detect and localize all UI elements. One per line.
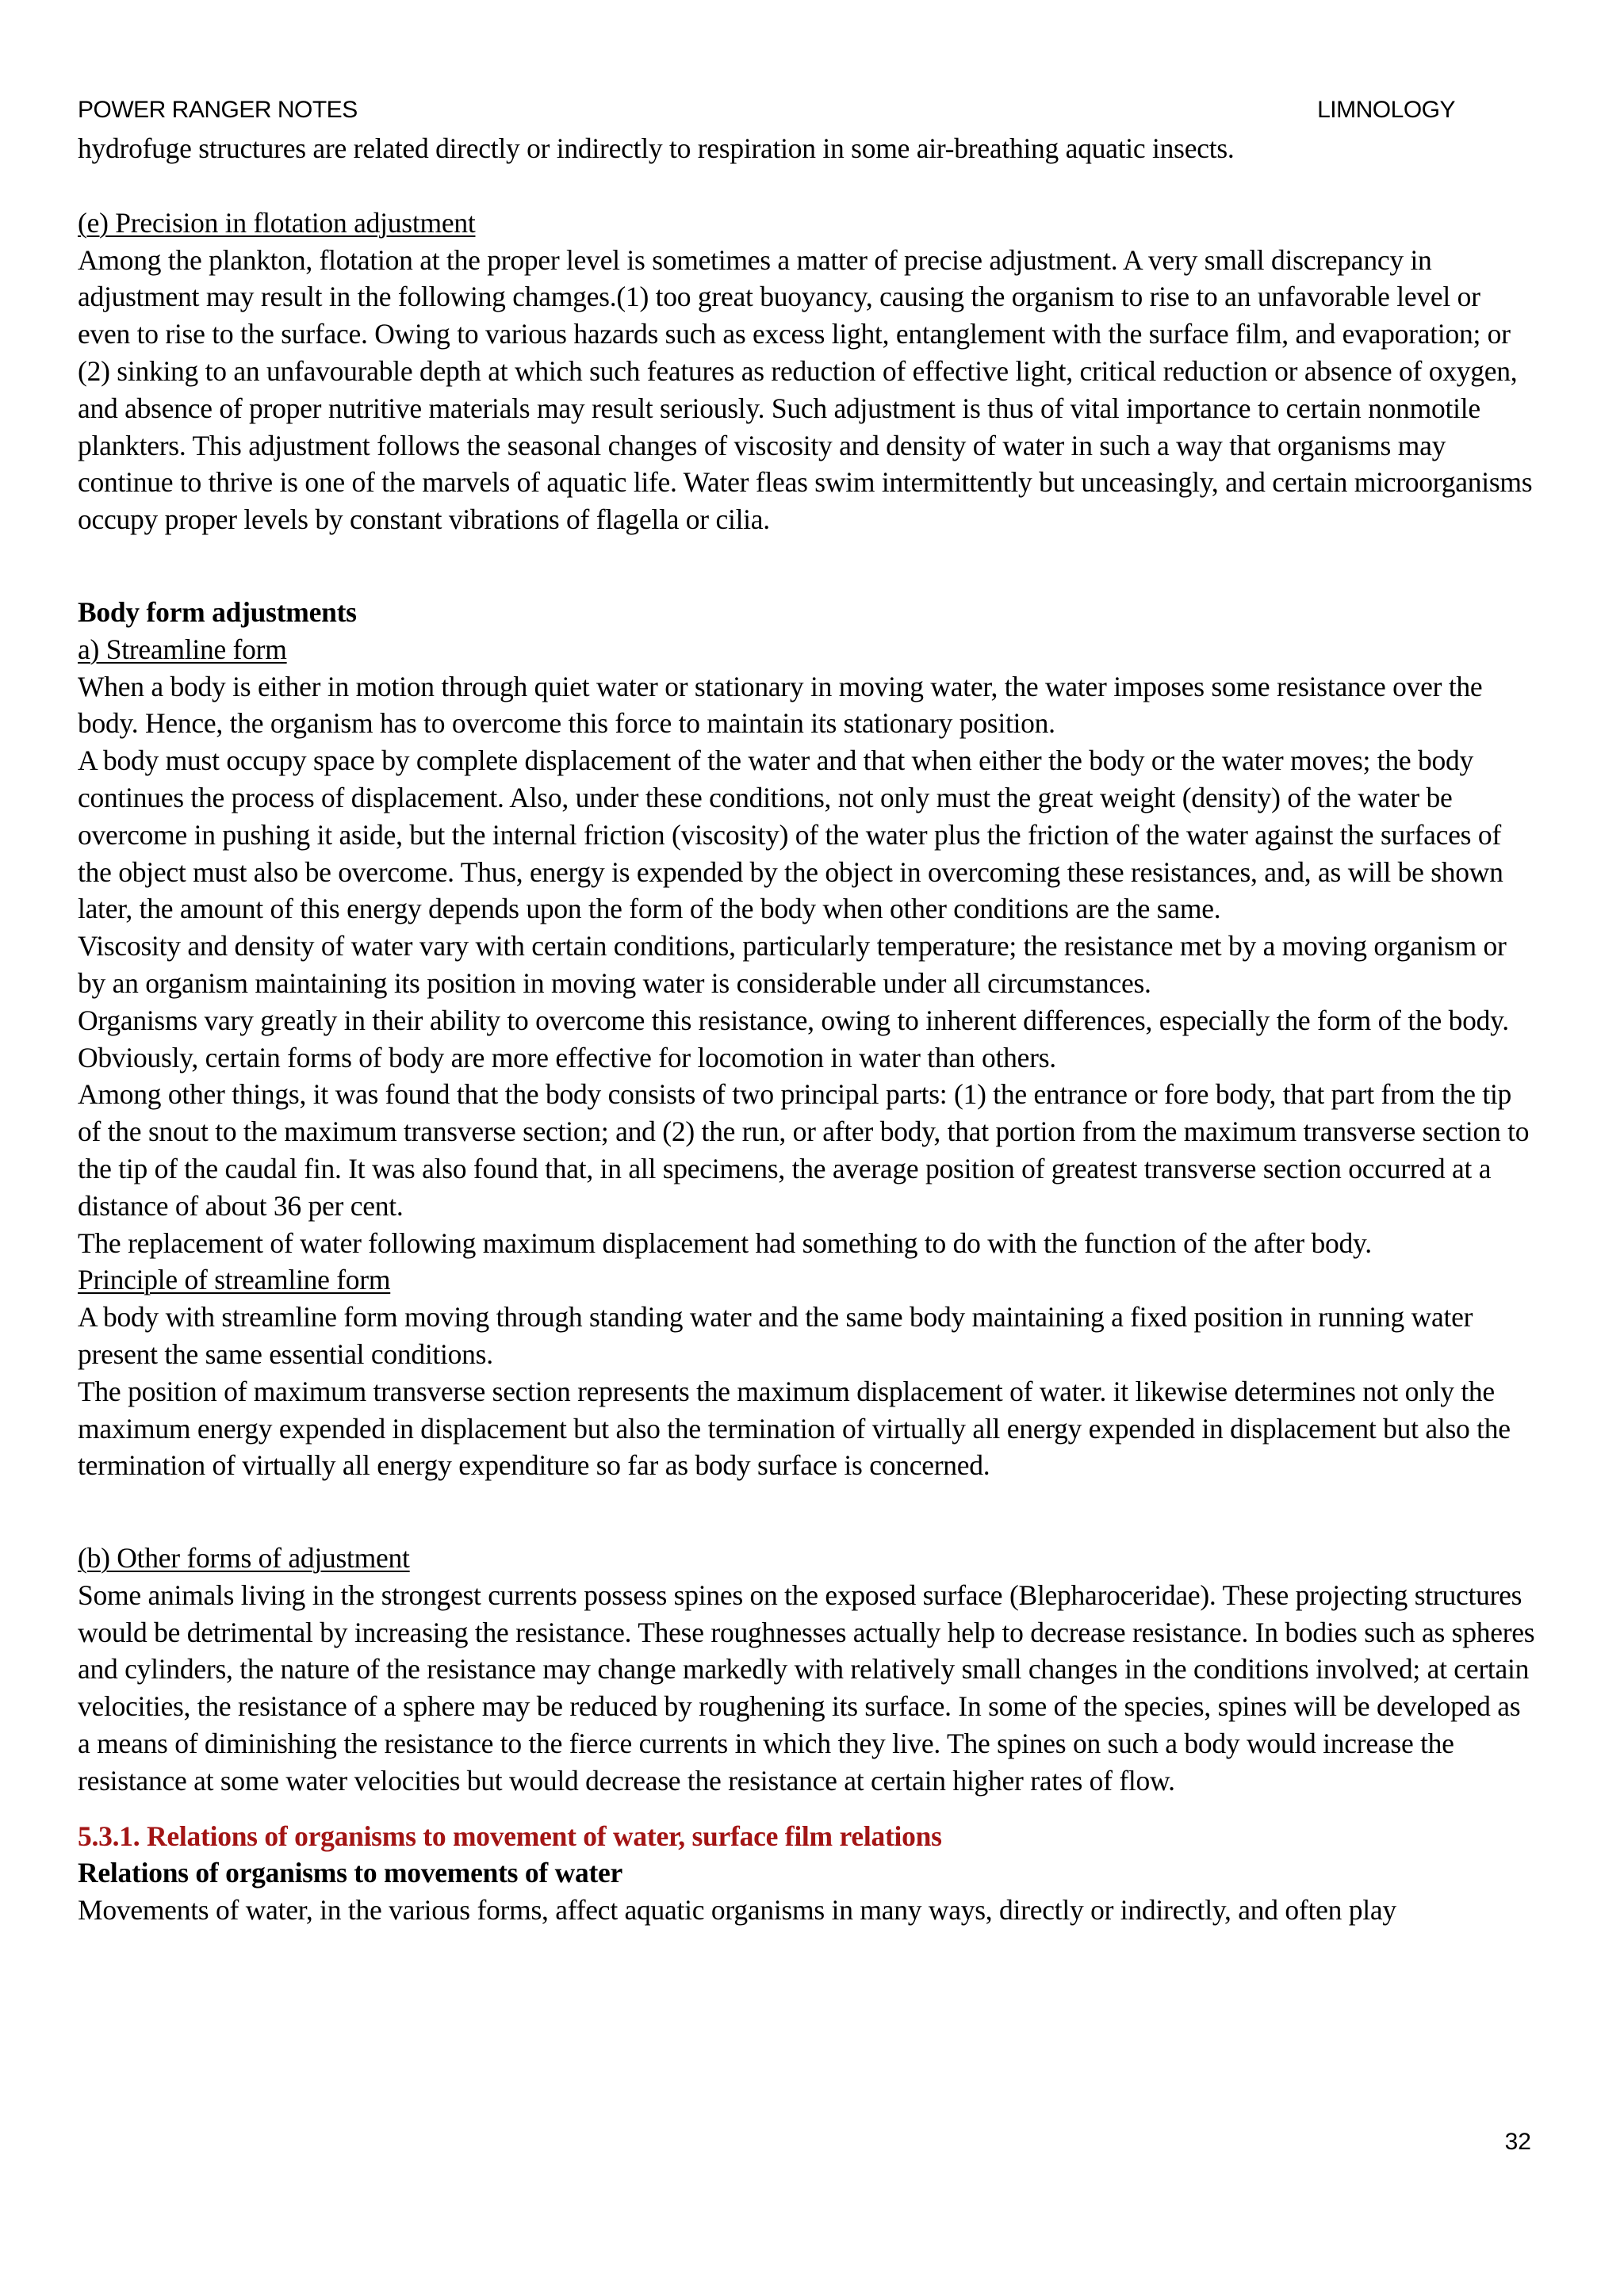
- principle-heading: Principle of streamline form: [78, 1264, 391, 1296]
- intro-line: hydrofuge structures are related directly or indirectly to respiration in some air-breathing aquatic insects.: [78, 132, 1235, 164]
- header-left-title: POWER RANGER NOTES: [78, 97, 358, 123]
- principle-paragraph: The position of maximum transverse section represents the maximum displacement of water. it likewise determines not only the maximum energy expended in displacement but also the termination of virtually all energy expended in displacement but also the termination of virtually all energy expenditure so far as body surface is concerned.: [78, 1375, 1511, 1482]
- page-number: 32: [1504, 2129, 1531, 2155]
- spacer: [78, 538, 1537, 576]
- spacer: [78, 1484, 1537, 1521]
- section-531-subheading: Relations of organisms to movements of water: [78, 1857, 623, 1889]
- page-content: [78, 130, 1537, 1929]
- streamline-paragraph: Among other things, it was found that the body consists of two principal parts: (1) the entrance or fore body, that part from the tip of the snout to the maximum transverse section; and (2) the run, or after body, that portion from the maximum transverse section to the tip of the caudal fin. It was also found that, in all specimens, the average position of greatest transverse section occurred at a distance of about 36 per cent.: [78, 1078, 1530, 1222]
- other-forms-heading: (b) Other forms of adjustment: [78, 1542, 410, 1575]
- spacer: [78, 1521, 1537, 1540]
- spacer: [78, 576, 1537, 594]
- body-form-heading: Body form adjustments: [78, 595, 357, 628]
- streamline-paragraph: A body must occupy space by complete displacement of the water and that when either the body or the water moves; the body continues the process of displacement. Also, under these conditions, not only must the great weight (density) of the water be overcome in pushing it aside, but the internal friction (viscosity) of the water plus the friction of the water against the surfaces of the object must also be overcome. Thus, energy is expended by the object in overcoming these resistances, and, as will be shown later, the amount of this energy depends upon the form of the body when other conditions are the same.: [78, 744, 1503, 925]
- spacer: [78, 1800, 1537, 1818]
- streamline-paragraph: The replacement of water following maximum displacement had something to do with the function of the after body.: [78, 1226, 1372, 1259]
- streamline-paragraph: Organisms vary greatly in their ability to overcome this resistance, owing to inherent differences, especially the form of the body. Obviously, certain forms of body are more effective for locomotion in water than others.: [78, 1004, 1509, 1073]
- streamline-paragraph: When a body is either in motion through quiet water or stationary in moving water, the water imposes some resistance over the body. Hence, the organism has to overcome this force to maintain its stationary position.: [78, 670, 1483, 740]
- spacer: [78, 167, 1537, 205]
- streamline-heading: a) Streamline form: [78, 633, 287, 665]
- section-531-heading: 5.3.1. Relations of organisms to movement of water, surface film relations: [78, 1820, 942, 1852]
- other-forms-paragraph: Some animals living in the strongest currents possess spines on the exposed surface (Blepharoceridae). These projecting structures would be detrimental by increasing the resistance. These roughnesses actually help to decrease resistance. In bodies such as spheres and cylinders, the nature of the resistance may change markedly with relatively small changes in the conditions involved; at certain velocities, the resistance of a sphere may be reduced by roughening its surface. In some of the species, spines will be developed as a means of diminishing the resistance to the fierce currents in which they live. The spines on such a body would increase the resistance at some water velocities but would decrease the resistance at certain higher rates of flow.: [78, 1578, 1535, 1797]
- flotation-heading: (e) Precision in flotation adjustment: [78, 206, 476, 239]
- section-531-paragraph: Movements of water, in the various forms, affect aquatic organisms in many ways, directly or indirectly, and often play: [78, 1894, 1396, 1927]
- flotation-paragraph: Among the plankton, flotation at the proper level is sometimes a matter of precise adjustment. A very small discrepancy in adjustment may result in the following chamges.(1) too great buoyancy, causing the organism to rise to an unfavorable level or even to rise to the surface. Owing to various hazards such as excess light, entanglement with the surface film, and evaporation; or (2) sinking to an unfavourable depth at which such features as reduction of effective light, critical reduction or absence of oxygen, and absence of proper nutritive materials may result seriously. Such adjustment is thus of vital importance to certain nonmotile plankters. This adjustment follows the seasonal changes of viscosity and density of water in such a way that organisms may continue to thrive is one of the marvels of aquatic life. Water fleas swim intermittently but unceasingly, and certain microorganisms occupy proper levels by constant vibrations of flagella or cilia.: [78, 243, 1533, 536]
- streamline-paragraph: Viscosity and density of water vary with certain conditions, particularly temperature; the resistance met by a moving organism or by an organism maintaining its position in moving water is considerable under all circumstances.: [78, 930, 1507, 999]
- header-right-title: LIMNOLOGY: [1317, 97, 1455, 123]
- principle-paragraph: A body with streamline form moving through standing water and the same body maintaining a fixed position in running water present the same essential conditions.: [78, 1301, 1473, 1370]
